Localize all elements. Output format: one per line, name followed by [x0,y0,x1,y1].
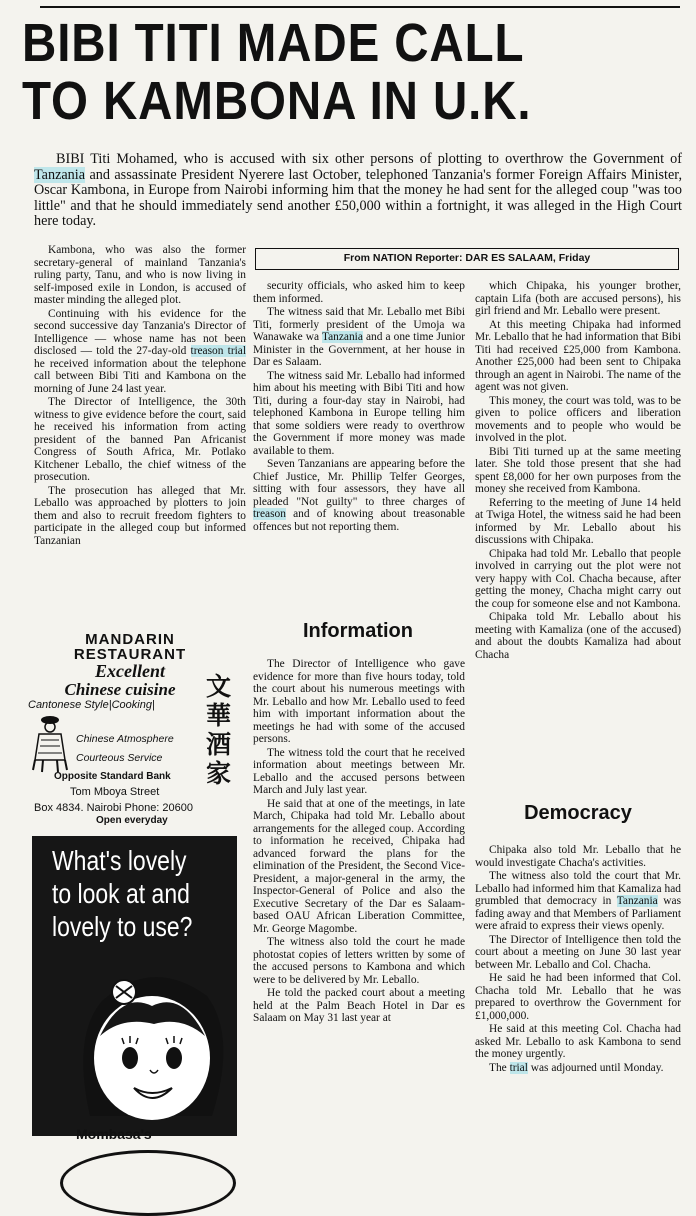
ad-opposite: Opposite Standard Bank [54,771,171,782]
ad-street: Tom Mboya Street [70,786,160,798]
highlighted-term: treason [253,508,286,520]
paragraph-text: He told the packed court about a meeting held at the Palm Beach Hotel in Dar es Salaam on May 31 last year at [253,987,465,1024]
article-paragraph [34,308,246,396]
subhead-information: Information [303,620,413,642]
paragraph-text: The Director of Intelligence who gave evidence for more than five hours today, told the court about his numerous meetings with Mr. Leballo and how Mr. Leballo used to feed him with important information about the meetings he had with some of the accused persons. [253,658,465,745]
highlighted-term: treason trial [190,345,246,357]
paragraph-text: The witness also told the court that Mr. Leballo had informed him that Kamaliza had grumbled that democracy in [475,870,681,907]
paragraph-text: was fading away and that Members of Parliament were afraid to express their views openly. [475,895,681,932]
paragraph-text: Bibi Titi turned up at the same meeting later. She told those present that she had spent £8,000 for her own purposes from the money she received from Kambona. [475,445,681,495]
article-paragraph [253,658,465,746]
chinese-figure-icon [29,714,71,774]
paragraph-text: Referring to the meeting of June 14 held at Twiga Hotel, the witness said he had been informed by Mr. Leballo about his discussions with Chipaka. [475,496,681,546]
article-paragraph [34,485,246,548]
ad-char: 家 [206,760,232,788]
ad-chinese-cuisine: Chinese cuisine [64,680,176,699]
article-paragraph [34,396,246,484]
mandarin-restaurant-ad [24,628,236,828]
paragraph-text: Kambona, who was also the former secretary-general of mainland Tanzania's ruling party, Tanu, and who is now living in self-imposed exile in London, is accused of master minding the alleged plot. [34,244,246,306]
article-paragraph [34,244,246,307]
article-paragraph [475,934,681,972]
paragraph-text: which Chipaka, his younger brother, captain Lifa (both are accused persons), his girl friend and Mr. Leballo were present. [475,280,681,317]
article-paragraph [253,936,465,986]
lovely-ad-line-2: to look at and [52,878,190,909]
paragraph-text: The witness also told the court he made photostat copies of letters written by some of the accused persons to Kambona and which were to be delivered by Mr. Leballo. [253,936,465,986]
article-paragraph [475,844,681,869]
byline: From NATION Reporter: DAR ES SALAAM, Friday [255,248,679,270]
paragraph-text: Chipaka also told Mr. Leballo that he would investigate Chacha's activities. [475,844,681,869]
paragraph-text: Seven Tanzanians are appearing before the Chief Justice, Mr. Phillip Telfer Georges, sitting with four assessors, they have all pleaded "Not guilty" to three charges of [253,458,465,508]
paragraph-text: The prosecution has alleged that Mr. Leballo was approached by plotters to join them and also to recruit freedom fighters to participate in the alleged coup but informed Tanzanian [34,484,246,547]
lede-paragraph [34,152,682,230]
highlighted-term: Tanzania [321,331,363,343]
headline-line-2: TO KAMBONA IN U.K. [22,71,532,131]
paragraph-text: He said he had been informed that Col. Chacha told Mr. Leballo that he was prepared to overthrow the Government for £1,000,000. [475,972,681,1022]
article-paragraph [253,798,465,936]
article-column-3 [475,280,681,662]
paragraph-text: The Director of Intelligence, the 30th witness to give evidence before the court, said he received his information from acting president of the banned Pan Africanist Congress of South Africa, Mr. Potlako Kitchener Leballo, the chief witness of the prosecution. [34,396,246,483]
article-paragraph [475,280,681,318]
paragraph-text: He said at this meeting Col. Chacha had asked Mr. Leballo to ask Kambona to send the money urgently. [475,1023,681,1060]
article-paragraph [253,306,465,369]
article-paragraph [253,747,465,797]
ad-char: 文 [206,673,232,701]
paragraph-text: The witness said Mr. Leballo had informed him about his meeting with Bibi Titi and how Titi, during a four-day stay in Nairobi, had telephoned Kambona in Europe telling him that some soldiers were ready to overthrow the Government if more money was made available to them. [253,369,465,457]
article-paragraph [475,446,681,496]
article-paragraph [253,370,465,458]
article-column-4 [253,658,465,1026]
ad-restaurant-name-1: MANDARIN [85,631,175,648]
ad-chinese-characters [206,673,231,789]
article-paragraph [475,1062,681,1075]
paragraph-text: security officials, who asked him to keep them informed. [253,280,465,305]
paragraph-text: Continuing with his evidence for the second successive day Tanzania's Director of Intelligence — whose name has not been disclosed — told the 27-day-old [34,307,246,357]
article-paragraph [475,1023,681,1061]
lovely-ad [32,836,237,1136]
paragraph-text: was adjourned until Monday. [527,1061,664,1074]
lovely-ad-line-1: What's lovely [52,845,187,876]
article-paragraph [253,987,465,1025]
paragraph-text: The [489,1061,510,1074]
mombasa-ad-title: Mombasa's [76,1126,152,1142]
ad-atmosphere: Chinese Atmosphere [76,733,174,745]
headline-line-1: BIBI TITI MADE CALL [22,13,525,73]
ad-restaurant-name-2: RESTAURANT [73,646,187,663]
paragraph-text: At this meeting Chipaka had informed Mr. Leballo that he had information that Bibi Titi had received £25,000 from Kambona. Another £25,000 had been sent to Chipaka through an agent in Nairobi. The name of the agent was not given. [475,318,681,393]
paragraph-text: Chipaka had told Mr. Leballo that people involved in carrying out the plot were not very happy with Col. Chacha because, after getting the money, Chacha might carry out the coup for someone else and not Kambona. [475,547,681,610]
article-paragraph [253,458,465,533]
subhead-democracy: Democracy [524,802,632,824]
paragraph-text: He said that at one of the meetings, in late March, Chipaka had told Mr. Leballo about arrangements for the alleged coup. According to information he received, Chipaka had advanced forward the plans for the elimination of the President, the Second Vice-President, a major-general in the army, the Inspector-General of Police and also the Executive Secretary of the Dar es Salaam-based OAU African Liberation Committee, Mr. George Magombe. [253,797,465,935]
highlighted-term: Tanzania [616,895,658,907]
paragraph-text: The witness said that Mr. Leballo met Bibi Titi, formerly president of the Umoja wa Wanawake wa [253,306,465,343]
article-paragraph [475,870,681,933]
top-rule [40,0,680,8]
headline [22,14,603,130]
lede-segment: BIBI Titi Mohamed, who is accused with six other persons of plotting to overthrow the Government of [56,151,682,167]
ad-service: Courteous Service [76,752,163,764]
paragraph-text: Chipaka told Mr. Leballo about his meeting with Kamaliza (one of the accused) and about the doubts Kamaliza had about Chacha [475,611,681,661]
article-paragraph [253,280,465,305]
article-column-2 [253,280,465,534]
lede-text [34,152,682,230]
article-column-5 [475,844,681,1075]
article-paragraph [475,395,681,445]
mombasa-ad-frame [60,1150,236,1216]
lovely-ad-line-3: lovely to use? [52,911,193,942]
lovely-ad-tagline [52,844,204,943]
paragraph-text: This money, the court was told, was to be given to police officers and liberation movements and to people who would be involved in the plot. [475,394,681,444]
ad-box-phone: Box 4834. Nairobi Phone: 20600 [34,802,194,814]
highlighted-term: trial [509,1061,528,1074]
paragraph-text: The witness told the court that he received information about meetings between Mr. Leballo and the accused persons between March and July last year. [253,746,465,796]
article-paragraph [475,319,681,394]
article-paragraph [475,611,681,661]
paragraph-text: and a one time Junior Minister in the Government, at her house in Dar es Salaam. [253,331,465,368]
article-paragraph [475,497,681,547]
highlighted-term: Tanzania [34,166,85,183]
paragraph-text: and of knowing about treasonable offences but not reporting them. [253,508,465,533]
article-paragraph [475,548,681,611]
ad-excellent: Excellent [95,661,165,681]
lede-segment: and assassinate President Nyerere last October, telephoned Tanzania's former Foreign Affairs Minister, Oscar Kambona, in Europe from Nairobi informing him that the money he had sent for the alleged coup "was too little" and that he should immediately send another £50,000 within a fortnight, it was alleged in the High Court here today. [34,166,682,230]
article-paragraph [475,972,681,1022]
paragraph-text: he received information about the telephone call between Bibi Titi and Kambona on the morning of June 24 last year. [34,357,246,395]
paragraph-text: The Director of Intelligence then told the court about a meeting on June 30 last year between Mr. Leballo and Col. Chacha. [475,933,681,971]
ad-open: Open everyday [96,815,168,826]
ad-char: 酒 [206,731,232,759]
ad-cantonese: Cantonese Style|Cooking| [28,699,155,711]
cartoon-girl-icon [72,966,232,1136]
article-column-1 [34,244,246,548]
ad-char: 華 [206,702,232,730]
